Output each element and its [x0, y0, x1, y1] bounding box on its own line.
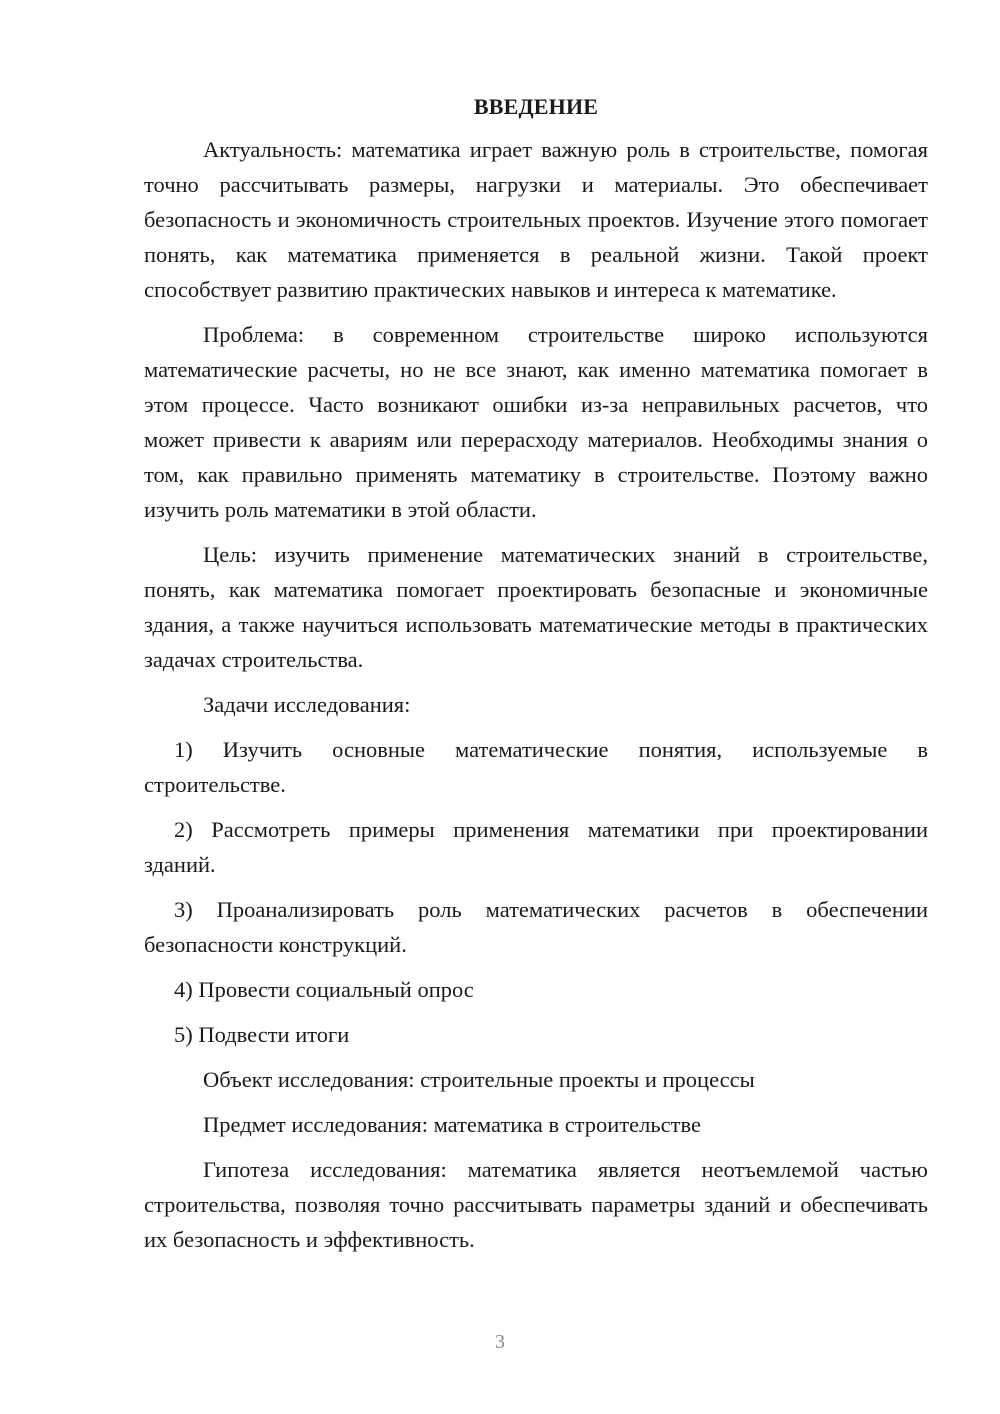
- paragraph-problem: Проблема: в современном строительстве широко используются математические расчеты, но не все знают, как именно математика помогает в этом процессе. Часто возникают ошибки из-за неправильных расчетов, что может привести к авариям или перерасходу материалов. Необходимы знания о том, как правильно применять математику в строительстве. Поэтому важно изучить роль математики в этой области.: [144, 322, 928, 522]
- section-title: ВВЕДЕНИЕ: [473, 94, 599, 119]
- tasks-heading: Задачи исследования:: [203, 692, 411, 717]
- paragraph-goal: Цель: изучить применение математических знаний в строительстве, понять, как математика помогает проектировать безопасные и экономичные здания, а также научиться использовать математические методы в практических задачах строительства.: [144, 542, 928, 672]
- document-page: [144, 92, 928, 1257]
- task-item-2: 2) Рассмотреть примеры применения математики при проектировании зданий.: [144, 817, 928, 877]
- paragraph-object: Объект исследования: строительные проекты и процессы: [203, 1067, 755, 1092]
- page-number: 3: [495, 1331, 505, 1353]
- paragraph-subject: Предмет исследования: математика в строительстве: [203, 1112, 701, 1137]
- task-item-3: 3) Проанализировать роль математических расчетов в обеспечении безопасности конструкций.: [144, 897, 928, 957]
- task-item-5: 5) Подвести итоги: [174, 1022, 350, 1047]
- task-item-1: 1) Изучить основные математические понятия, используемые в строительстве.: [144, 737, 928, 797]
- paragraph-relevance: Актуальность: математика играет важную роль в строительстве, помогая точно рассчитывать размеры, нагрузки и материалы. Это обеспечивает безопасность и экономичность строительных проектов. Изучение этого помогает понять, как математика применяется в реальной жизни. Такой проект способствует развитию практических навыков и интереса к математике.: [144, 137, 928, 302]
- tasks-list: [144, 732, 928, 1052]
- paragraph-hypothesis: Гипотеза исследования: математика является неотъемлемой частью строительства, позволяя точно рассчитывать параметры зданий и обеспечивать их безопасность и эффективность.: [144, 1157, 928, 1252]
- task-item-4: 4) Провести социальный опрос: [174, 977, 474, 1002]
